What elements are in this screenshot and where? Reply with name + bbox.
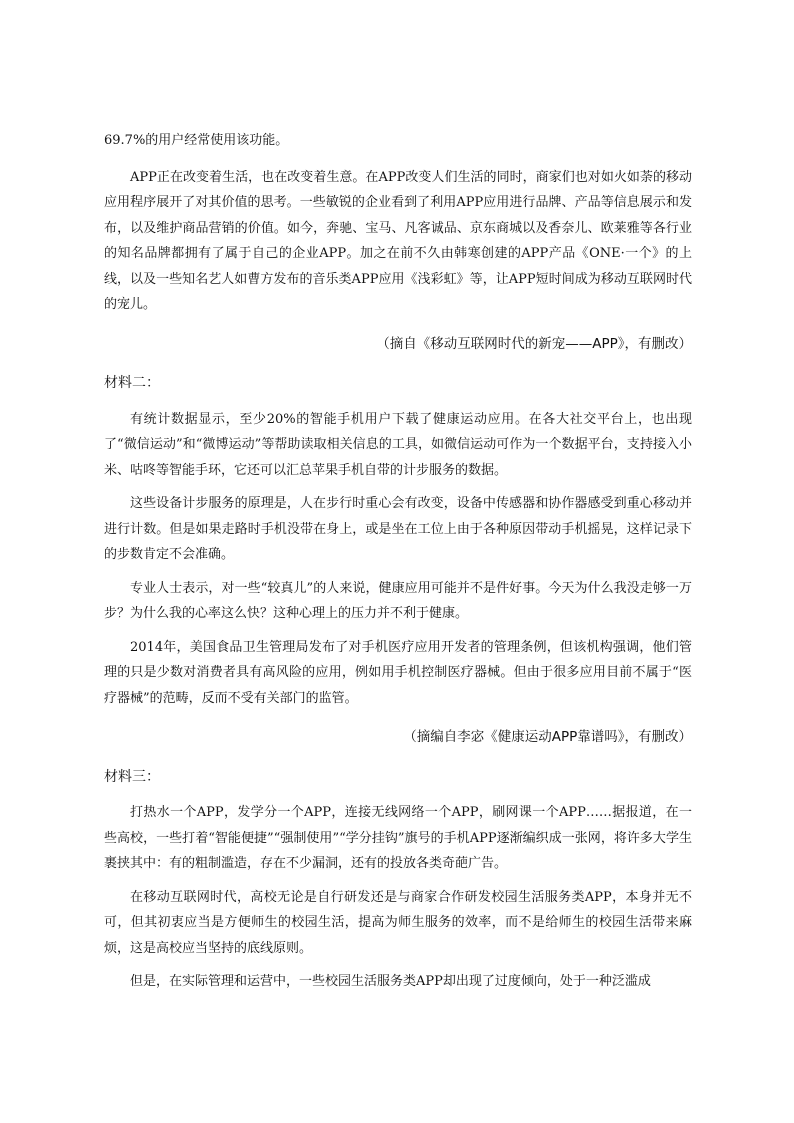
paragraph: 2014年，美国食品卫生管理局发布了对手机医疗应用开发者的管理条例，但该机构强调，他们管理的只是少数对消费者具有高风险的应用，例如用手机控制医疗器械。但由于很多应用目前不属于“医疗器械”的范畴，反而不受有关部门的监管。 (104, 639, 692, 706)
paragraph: 但是，在实际管理和运营中，一些校园生活服务类APP却出现了过度倾向，处于一种泛滥成 (130, 974, 651, 989)
paragraph: 在移动互联网时代，高校无论是自行研发还是与商家合作研发校园生活服务类APP，本身并无不可，但其初衷应当是方便师生的校园生活，提高为师生服务的效率，而不是给师生的校园生活带来麻烦，这是高校应当坚持的底线原则。 (104, 889, 692, 956)
paragraph: 69.7%的用户经常使用该功能。 (104, 133, 289, 148)
source-citation: （摘自《移动互联网时代的新宠——APP》，有删改） (376, 335, 692, 352)
paragraph: 专业人士表示，对一些“较真儿”的人来说，健康应用可能并不是件好事。今天为什么我没走够一万步？为什么我的心率这么快？这种心理上的压力并不利于健康。 (104, 580, 692, 621)
paragraph: 有统计数据显示，至少20%的智能手机用户下载了健康运动应用。在各大社交平台上，也出现了“微信运动”和“微博运动”等帮助读取相关信息的工具，如微信运动可作为一个数据平台，支持接入小米、咕咚等智能手环，它还可以汇总苹果手机自带的计步服务的数据。 (104, 411, 692, 478)
document-body (104, 128, 692, 995)
section-heading: 材料三： (104, 768, 160, 785)
paragraph: APP正在改变着生活，也在改变着生意。在APP改变人们生活的同时，商家们也对如火如荼的移动应用程序展开了对其价值的思考。一些敏锐的企业看到了利用APP应用进行品牌、产品等信息展示和发布，以及维护商品营销的价值。如今，奔驰、宝马、凡客诚品、京东商城以及香奈儿、欧莱雅等各行业的知名品牌都拥有了属于自己的企业APP。加之在前不久由韩寒创建的APP产品《ONE·一个》的上线，以及一些知名艺人如曹方发布的音乐类APP应用《浅彩虹》等，让APP短时间成为移动互联网时代的宠儿。 (104, 169, 692, 312)
paragraph: 打热水一个APP，发学分一个APP，连接无线网络一个APP，刷网课一个APP……据报道，在一些高校，一些打着“智能便捷”“强制使用”“学分挂钩”旗号的手机APP逐渐编织成一张网，将许多大学生裹挟其中：有的粗制滥造，存在不少漏洞，还有的投放各类奇葩广告。 (104, 805, 692, 871)
source-citation: （摘编自李宓《健康运动APP靠谱吗》，有删改） (403, 729, 692, 745)
section-heading: 材料二： (104, 375, 160, 391)
paragraph: 这些设备计步服务的原理是，人在步行时重心会有改变，设备中传感器和协作器感受到重心移动并进行计数。但是如果走路时手机没带在身上，或是坐在工位上由于各种原因带动手机摇晃，这样记录下的步数肯定不会准确。 (104, 496, 692, 562)
